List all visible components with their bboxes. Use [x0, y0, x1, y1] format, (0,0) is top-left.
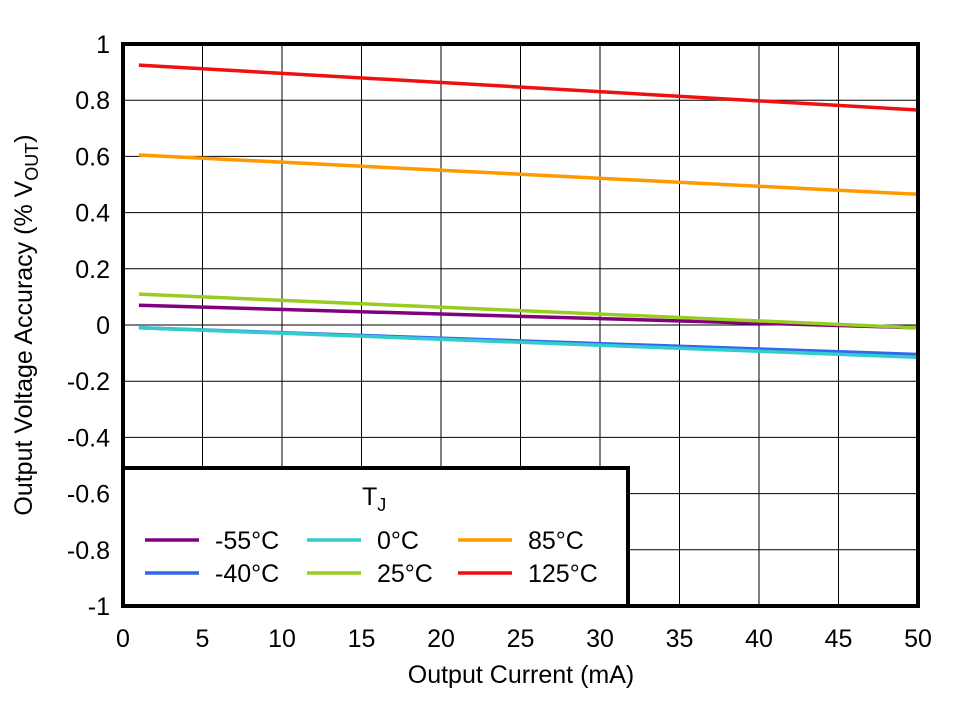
x-tick-label: 15: [347, 625, 376, 653]
y-axis-label-close: ): [10, 134, 38, 143]
x-tick-label: 40: [745, 625, 773, 653]
series-line: [139, 328, 918, 358]
y-tick-label: -0.8: [66, 536, 110, 565]
legend-label: 25°C: [377, 560, 433, 588]
y-axis-label: [10, 134, 42, 515]
legend-label: 0°C: [377, 527, 419, 555]
y-tick-label: 0.4: [75, 199, 110, 228]
x-tick-label: 35: [665, 625, 694, 653]
y-tick-label: -1: [87, 593, 110, 621]
legend-label: -55°C: [215, 527, 280, 555]
series-layer: [139, 65, 918, 357]
y-tick-label: 1: [96, 31, 110, 59]
series-line: [139, 155, 918, 194]
x-tick-label: 30: [586, 625, 614, 653]
y-tick-label: 0.8: [75, 87, 110, 116]
x-tick-label: 45: [824, 625, 853, 653]
y-tick-label: -0.2: [66, 368, 110, 397]
x-axis-label: Output Current (mA): [407, 661, 635, 689]
x-tick-label: 25: [506, 625, 535, 653]
legend: [123, 468, 628, 606]
x-tick-label: 50: [904, 625, 932, 653]
y-tick-label: -0.6: [66, 480, 110, 509]
legend-title-sub: J: [377, 495, 387, 515]
y-tick-label: 0.2: [75, 255, 110, 284]
legend-label: 85°C: [528, 527, 584, 555]
legend-label: 125°C: [528, 560, 598, 588]
y-tick-label: -0.4: [66, 424, 110, 453]
x-tick-label: 20: [427, 625, 455, 653]
legend-title-main: T: [362, 483, 378, 511]
legend-label: -40°C: [215, 560, 280, 588]
x-tick-label: 10: [268, 625, 296, 653]
x-tick-label: 0: [116, 625, 130, 653]
series-line: [139, 65, 918, 110]
y-tick-label: 0.6: [75, 143, 110, 172]
y-axis-label-main: Output Voltage Accuracy (% V: [10, 180, 38, 516]
y-axis-label-sub: OUT: [22, 142, 42, 181]
x-tick-label: 5: [195, 625, 210, 653]
y-tick-label: 0: [96, 312, 110, 340]
series-line: [139, 294, 918, 328]
